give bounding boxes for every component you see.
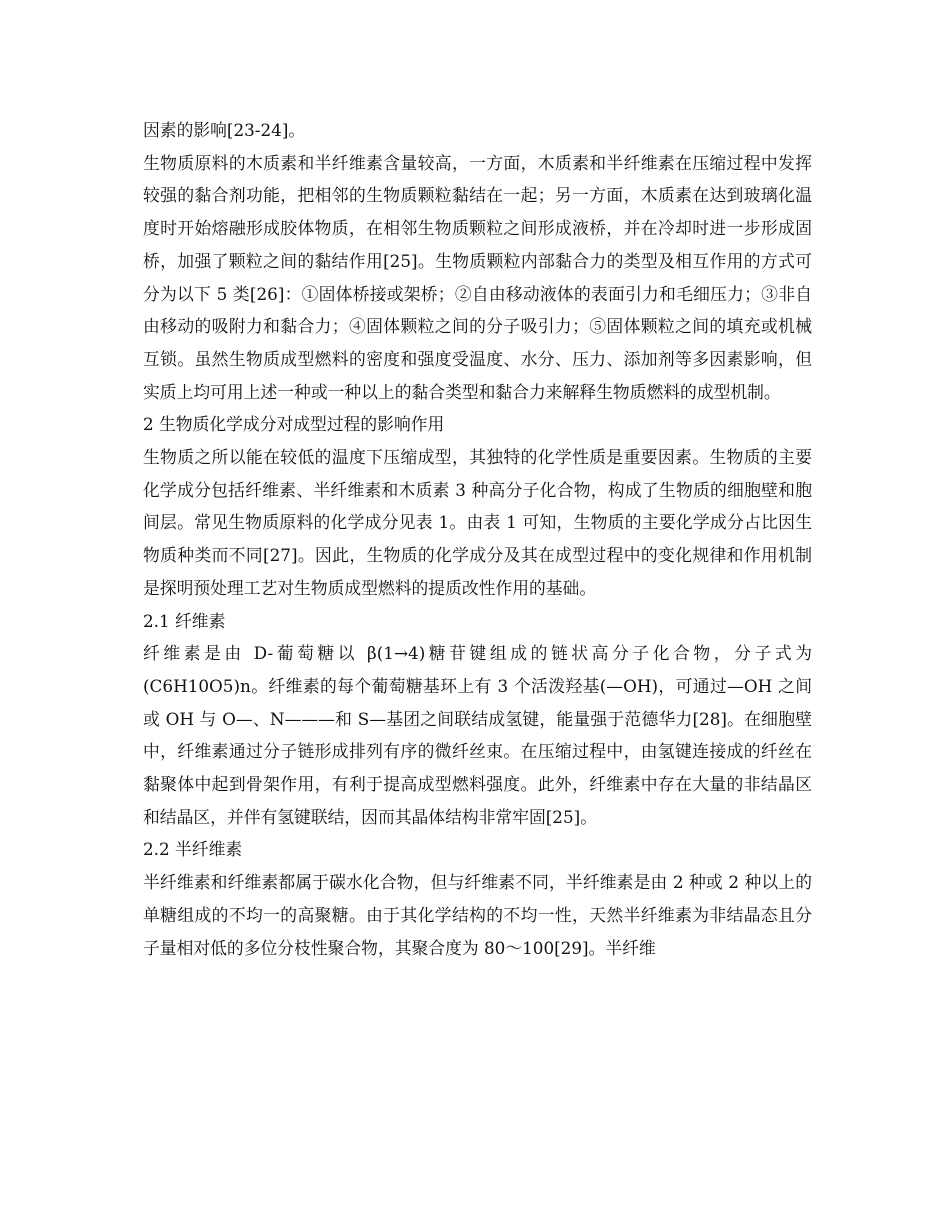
paragraph-chemical-composition: 生物质之所以能在较低的温度下压缩成型，其独特的化学性质是重要因素。生物质的主要化学成分包括纤维素、半纤维素和木质素 3 种高分子化合物，构成了生物质的细胞壁和胞间层。常见生物质原料的化学成分见表 1。由表 1 可知，生物质的主要化学成分占比因生物质种类而不同[27]。因此，生物质的化学成分及其在成型过程中的变化规律和作用机制是探明预处理工艺对生物质成型燃料的提质改性作用的基础。 [143,447,812,598]
section-heading-2: 2 生物质化学成分对成型过程的影响作用 [143,414,445,435]
paragraph-binding-mechanism: 生物质原料的木质素和半纤维素含量较高，一方面，木质素和半纤维素在压缩过程中发挥较强的黏合剂功能，把相邻的生物质颗粒黏结在一起；另一方面，木质素在达到玻璃化温度时开始熔融形成胶体物质，在相邻生物质颗粒之间形成液桥，并在冷却时进一步形成固桥，加强了颗粒之间的黏结作用[25]。生物质颗粒内部黏合力的类型及相互作用的方式可分为以下 5 类[26]：①固体桥接或架桥；②自由移动液体的表面引力和毛细压力；③非自由移动的吸附力和黏合力；④固体颗粒之间的分子吸引力；⑤固体颗粒之间的填充或机械互锁。虽然生物质成型燃料的密度和强度受温度、水分、压力、添加剂等多因素影响，但实质上均可用上述一种或一种以上的黏合类型和黏合力来解释生物质燃料的成型机制。 [143,152,812,402]
paragraph-hemicellulose: 半纤维素和纤维素都属于碳水化合物，但与纤维素不同，半纤维素是由 2 种或 2 种以上的单糖组成的不均一的高聚糖。由于其化学结构的不均一性，天然半纤维素为非结晶态且分子量相对低的多位分枝性聚合物，其聚合度为 80～100[29]。半纤维 [143,872,812,958]
paragraph-cellulose: 纤维素是由 D-葡萄糖以 β(1→4)糖苷键组成的链状高分子化合物，分子式为(C6H10O5)n。纤维素的每个葡萄糖基环上有 3 个活泼羟基(—OH)，可通过—OH 之间或 OH 与 O—、N———和 S—基团之间联结成氢键，能量强于范德华力[28]。在细胞壁中，纤维素通过分子链形成排列有序的微纤丝束。在压缩过程中，由氢键连接成的纤丝在黏聚体中起到骨架作用，有利于提高成型燃料强度。此外，纤维素中存在大量的非结晶区和结晶区，并伴有氢键联结，因而其晶体结构非常牢固[25]。 [143,643,812,827]
document-page [143,114,812,964]
subsection-heading-2-2: 2.2 半纤维素 [143,839,243,860]
subsection-heading-2-1: 2.1 纤维素 [143,610,226,631]
paragraph-continuation: 因素的影响[23-24]。 [143,120,306,140]
